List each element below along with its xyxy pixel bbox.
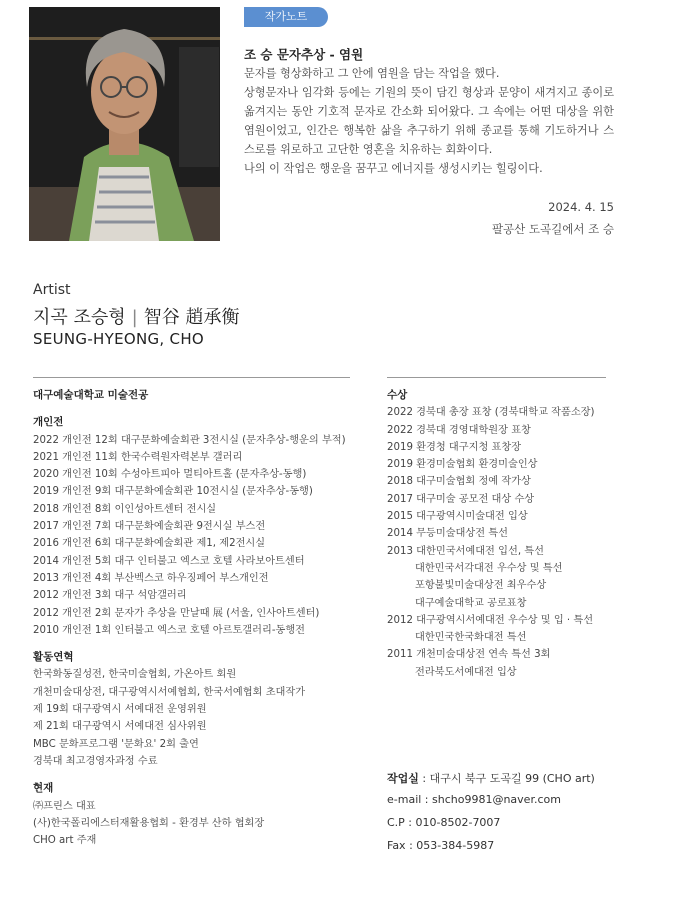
- note-title: 조 승 문자추상 - 염원: [244, 47, 364, 62]
- activity-item: 한국화동질성전, 한국미술협회, 가온아트 회원: [33, 669, 237, 681]
- studio-label: 작업실: [387, 772, 419, 785]
- awards-list: [387, 404, 687, 681]
- email: e-mail : shcho9981@naver.com: [387, 793, 561, 806]
- current-item: ㈜프린스 대표: [33, 800, 96, 812]
- award-item: 2012 대구광역시서예대전 우수상 및 입 · 특선: [387, 614, 594, 626]
- studio-address: 작업실 : 대구시 북구 도곡길 99 (CHO art): [387, 772, 595, 785]
- award-item: 전라북도서예대전 입상: [415, 666, 517, 678]
- note-paragraph: 문자를 형상화하고 그 안에 염원을 담는 작업을 했다.: [244, 67, 500, 80]
- artist-name-hanja: 智谷 趙承衡: [143, 307, 240, 328]
- award-item: 2019 환경미술협회 환경미술인상: [387, 459, 538, 471]
- activity-item: 제 19회 대구광역시 서예대전 운영위원: [33, 704, 207, 716]
- award-item: 포항불빛미술대상전 최우수상: [415, 580, 547, 592]
- solo-exhibition-item: 2013 개인전 4회 부산벡스코 하우징페어 부스개인전: [33, 572, 269, 584]
- artist-note-badge: 작가노트: [244, 7, 328, 27]
- award-item: 2018 대구미술협회 정예 작가상: [387, 476, 531, 488]
- award-item: 대한민국한국화대전 특선: [415, 632, 527, 644]
- activity-list: [33, 666, 373, 770]
- phone: C.P : 010-8502-7007: [387, 816, 501, 829]
- note-signature: 팔공산 도곡길에서 조 승: [491, 222, 614, 236]
- activity-item: 개천미술대상전, 대구광역시서예협회, 한국서예협회 초대작가: [33, 686, 306, 698]
- note-body: [244, 64, 614, 178]
- artist-photo: [29, 7, 220, 241]
- solo-exhibition-item: 2021 개인전 11회 한국수력원자력본부 갤러리: [33, 451, 243, 463]
- award-item: 2022 경북대 총장 표창 (경북대학교 작품소장): [387, 407, 595, 419]
- artist-name: [33, 303, 239, 329]
- studio-value: 대구시 북구 도곡길 99 (CHO art): [429, 772, 595, 785]
- artist-name-korean: 지곡 조승형: [33, 307, 126, 328]
- note-paragraph: 상형문자나 임각화 등에는 기원의 뜻이 담긴 형상과 문양이 새겨지고 종이로 옮겨지는 동안 기호적 문자로 간소화 되어왔다. 그 속에는 어떤 대상을 위한 염원이었고, 인간은 행복한 삶을 추구하기 위해 종교를 통해 기도하거나 스스로를 위로하고 고단한 영혼을 치유하는 회화이다.: [244, 86, 614, 156]
- solo-exhibitions-list: [33, 432, 373, 640]
- solo-exhibition-item: 2019 개인전 9회 대구문화예술회관 10전시실 (문자추상-동행): [33, 486, 313, 498]
- solo-exhibition-item: 2018 개인전 8회 이인성아트센터 전시실: [33, 503, 217, 515]
- award-item: 2011 개천미술대상전 연속 특선 3회: [387, 649, 551, 661]
- left-divider: [33, 377, 350, 378]
- awards-title: 수상: [387, 389, 408, 401]
- artist-name-english: SEUNG-HYEONG, CHO: [33, 330, 205, 348]
- solo-exhibition-item: 2014 개인전 5회 대구 인터불고 엑스코 호텔 사라보아트센터: [33, 555, 305, 567]
- award-item: 2013 대한민국서예대전 입선, 특선: [387, 545, 544, 557]
- artist-label: Artist: [33, 282, 71, 298]
- right-divider: [387, 377, 606, 378]
- activity-title: 활동연혁: [33, 651, 74, 664]
- award-item: 2014 무등미술대상전 특선: [387, 528, 508, 540]
- activity-item: MBC 문화프로그램 '문화요' 2회 출연: [33, 738, 199, 750]
- award-item: 대한민국서각대전 우수상 및 특선: [415, 562, 563, 574]
- education: 대구예술대학교 미술전공: [33, 389, 149, 401]
- solo-exhibition-item: 2010 개인전 1회 인터불고 엑스코 호텔 아르토갤러리-동행전: [33, 624, 306, 636]
- left-column: [33, 387, 373, 849]
- current-item: (사)한국폴리에스터재활용협회 - 환경부 산하 협회장: [33, 817, 265, 829]
- note-date: 2024. 4. 15: [548, 200, 614, 214]
- fax: Fax : 053-384-5987: [387, 839, 495, 852]
- solo-exhibition-item: 2012 개인전 2회 문자가 추상을 만날때 展 (서울, 인사아트센터): [33, 607, 320, 619]
- artist-portrait-image: [29, 7, 220, 241]
- current-title: 현재: [33, 782, 54, 795]
- award-item: 2017 대구미술 공모전 대상 수상: [387, 493, 535, 505]
- award-item: 2015 대구광역시미술대전 입상: [387, 511, 528, 523]
- solo-exhibition-item: 2022 개인전 12회 대구문화예술회관 3전시실 (문자추상-행운의 부적): [33, 434, 346, 446]
- current-list: [33, 798, 373, 850]
- award-item: 2019 환경청 대구지청 표창장: [387, 441, 522, 453]
- solo-exhibition-item: 2017 개인전 7회 대구문화예술회관 9전시실 부스전: [33, 521, 266, 533]
- note-paragraph: 나의 이 작업은 행운을 꿈꾸고 에너지를 생성시키는 힐링이다.: [244, 162, 543, 175]
- solo-exhibitions-title: 개인전: [33, 416, 64, 429]
- current-item: CHO art 주재: [33, 835, 97, 847]
- award-item: 2022 경북대 경영대학원장 표창: [387, 424, 531, 436]
- award-item: 대구예술대학교 공로표창: [415, 597, 527, 609]
- name-divider: |: [131, 307, 138, 328]
- solo-exhibition-item: 2020 개인전 10회 수성아트피아 멀티아트홀 (문자추상-동행): [33, 469, 307, 481]
- right-column: [387, 387, 687, 681]
- solo-exhibition-item: 2016 개인전 6회 대구문화예술회관 제1, 제2전시실: [33, 538, 266, 550]
- activity-item: 경북대 최고경영자과정 수료: [33, 755, 158, 767]
- activity-item: 제 21회 대구광역시 서예대전 심사위원: [33, 721, 207, 733]
- solo-exhibition-item: 2012 개인전 3회 대구 석암갤러리: [33, 590, 187, 602]
